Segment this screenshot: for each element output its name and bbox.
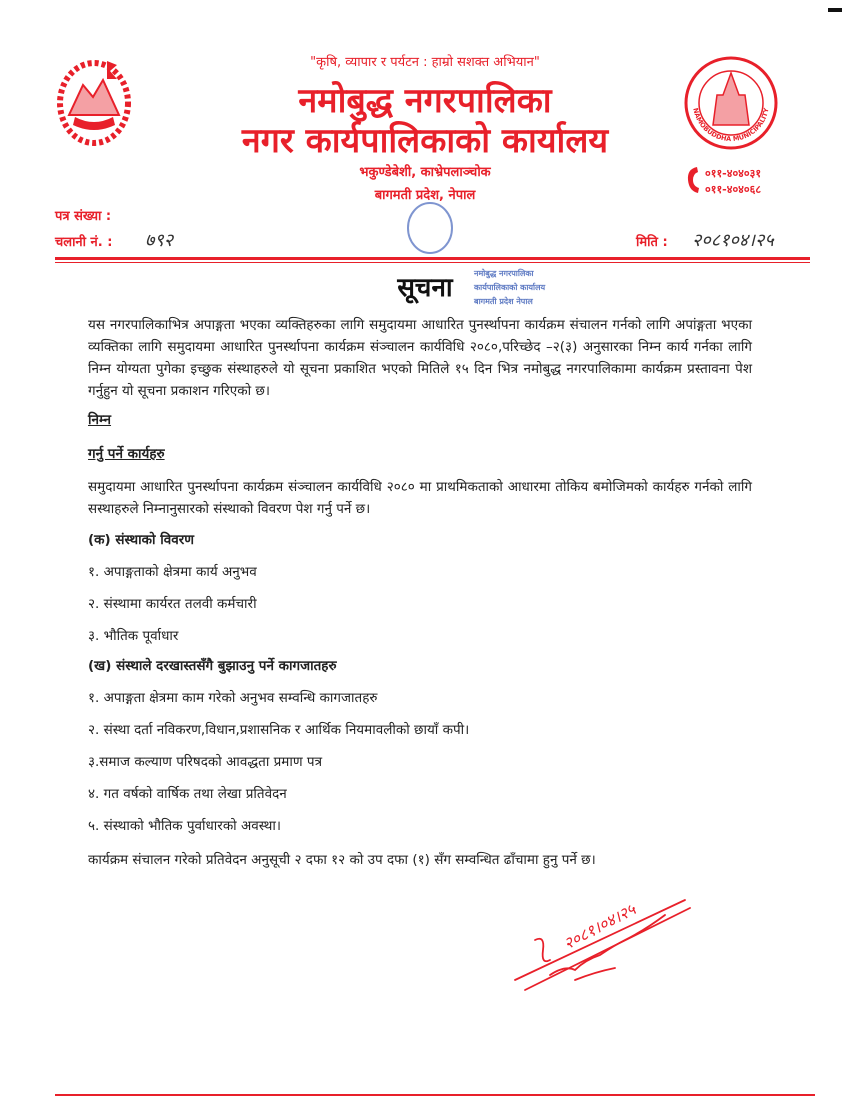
phone-2: ०११-४०४०६८ [705, 183, 762, 196]
closing-line: कार्यक्रम संचालन गरेको प्रतिवेदन अनुसूची २ दफा १२ को उप दफा (१) सँग सम्वन्धित ढाँचामा हुनु पर्ने छ। [88, 852, 596, 868]
miti-value: २०८१०४।२५ [692, 230, 774, 251]
list-item: १. अपाङ्गता क्षेत्रमा काम गरेको अनुभव सम्वन्धि कागजातहरु [88, 690, 378, 706]
list-item: १. अपाङ्गताको क्षेत्रमा कार्य अनुभव [88, 564, 257, 580]
header-divider-thin [55, 262, 810, 263]
office-name: नगर कार्यपालिकाको कार्यालय [241, 121, 609, 161]
list-item: ५. संस्थाको भौतिक पुर्वाधारको अवस्था। [88, 818, 282, 834]
office-stamp-emblem [395, 200, 465, 260]
municipality-name: नमोबुद्ध नगरपालिका [298, 81, 552, 121]
signature [505, 880, 695, 1010]
stamp-text: नमोबुद्ध नगरपालिका [474, 269, 534, 278]
miti-label: मिति : [636, 235, 668, 250]
intro-paragraph: यस नगरपालिकाभित्र अपाङ्गता भएका व्यक्तिहरुका लागि समुदायमा आधारित पुनर्स्थापना कार्यक्रम संचालन गर्नको लागि अपांङ्गता भएका व्यक्तिका लागि समुदायमा आधारित पुनर्स्थापना कार्यक्रम संञ्चालन कार्यविधि २०८०,परिच्छेद –२(३) अनुसारका निम्न कार्य गर्नका लागि निम्न योग्यता पुगेका इच्छुक संस्थाहरुले यो सूचना प्रकाशित भएको मितिले १५ दिन भित्र नमोबुद्ध नगरपालिकामा कार्यक्रम प्रस्तावना पेश गर्नुहुन यो सूचना प्रकाशन गरिएको छ। [88, 317, 752, 399]
section-kha-heading: (ख) संस्थाले दरखास्तसँगै बुझाउनु पर्ने कागजातहरु [88, 658, 337, 674]
stamp-text: बागमती प्रदेश नेपाल [474, 297, 533, 306]
tagline: "कृषि, व्यापार र पर्यटन : हाम्रो सशक्त अभियान" [310, 55, 540, 70]
notice-heading: सूचना [397, 273, 453, 303]
tasks-heading: गर्नु पर्ने कार्यहरु [88, 446, 165, 462]
phone-icon [685, 165, 701, 195]
scan-mark [828, 8, 842, 12]
chalani-number: ७९२ [145, 230, 174, 251]
list-item: २. संस्था दर्ता नविकरण,विधान,प्रशासनिक र आर्थिक नियमावलीको छायाँ कपी। [88, 722, 470, 738]
municipality-seal-logo [683, 55, 779, 151]
list-item: ३. भौतिक पूर्वाधार [88, 628, 179, 644]
chalani-label: चलानी नं. : [55, 235, 113, 250]
address-line-2: बागमती प्रदेश, नेपाल [374, 188, 476, 203]
list-item: २. संस्थामा कार्यरत तलवी कर्मचारी [88, 596, 257, 612]
patra-sankhya-label: पत्र संख्या : [55, 209, 112, 224]
section-ka-heading: (क) संस्थाको विवरण [88, 532, 194, 548]
list-item: ४. गत वर्षको वार्षिक तथा लेखा प्रतिवेदन [88, 786, 287, 802]
phone-1: ०११-४०४०३१ [705, 167, 762, 180]
address-line-1: भकुण्डेबेशी, काभ्रेपलाञ्चोक [359, 165, 491, 180]
tasks-paragraph: समुदायमा आधारित पुनर्स्थापना कार्यक्रम संञ्चालन कार्यविधि २०८० मा प्राथमिकताको आधारमा तोकिय बमोजिमको कार्यहरु गर्नको लागि सस्थाहरुले निम्नानुसारको संस्थाको विवरण पेश गर्नु पर्ने छ। [88, 479, 752, 517]
footer-divider [55, 1094, 815, 1096]
list-item: ३.समाज कल्याण परिषदको आवद्धता प्रमाण पत्र [88, 754, 323, 770]
nimna-label: निम्न [88, 412, 112, 428]
signature-date: २०८१।०४।२५ [560, 899, 639, 954]
stamp-text: कार्यपालिकाको कार्यालय [474, 283, 546, 292]
seal-text-path: NAMOBUDDHA MUNICIPALITY [691, 107, 771, 144]
